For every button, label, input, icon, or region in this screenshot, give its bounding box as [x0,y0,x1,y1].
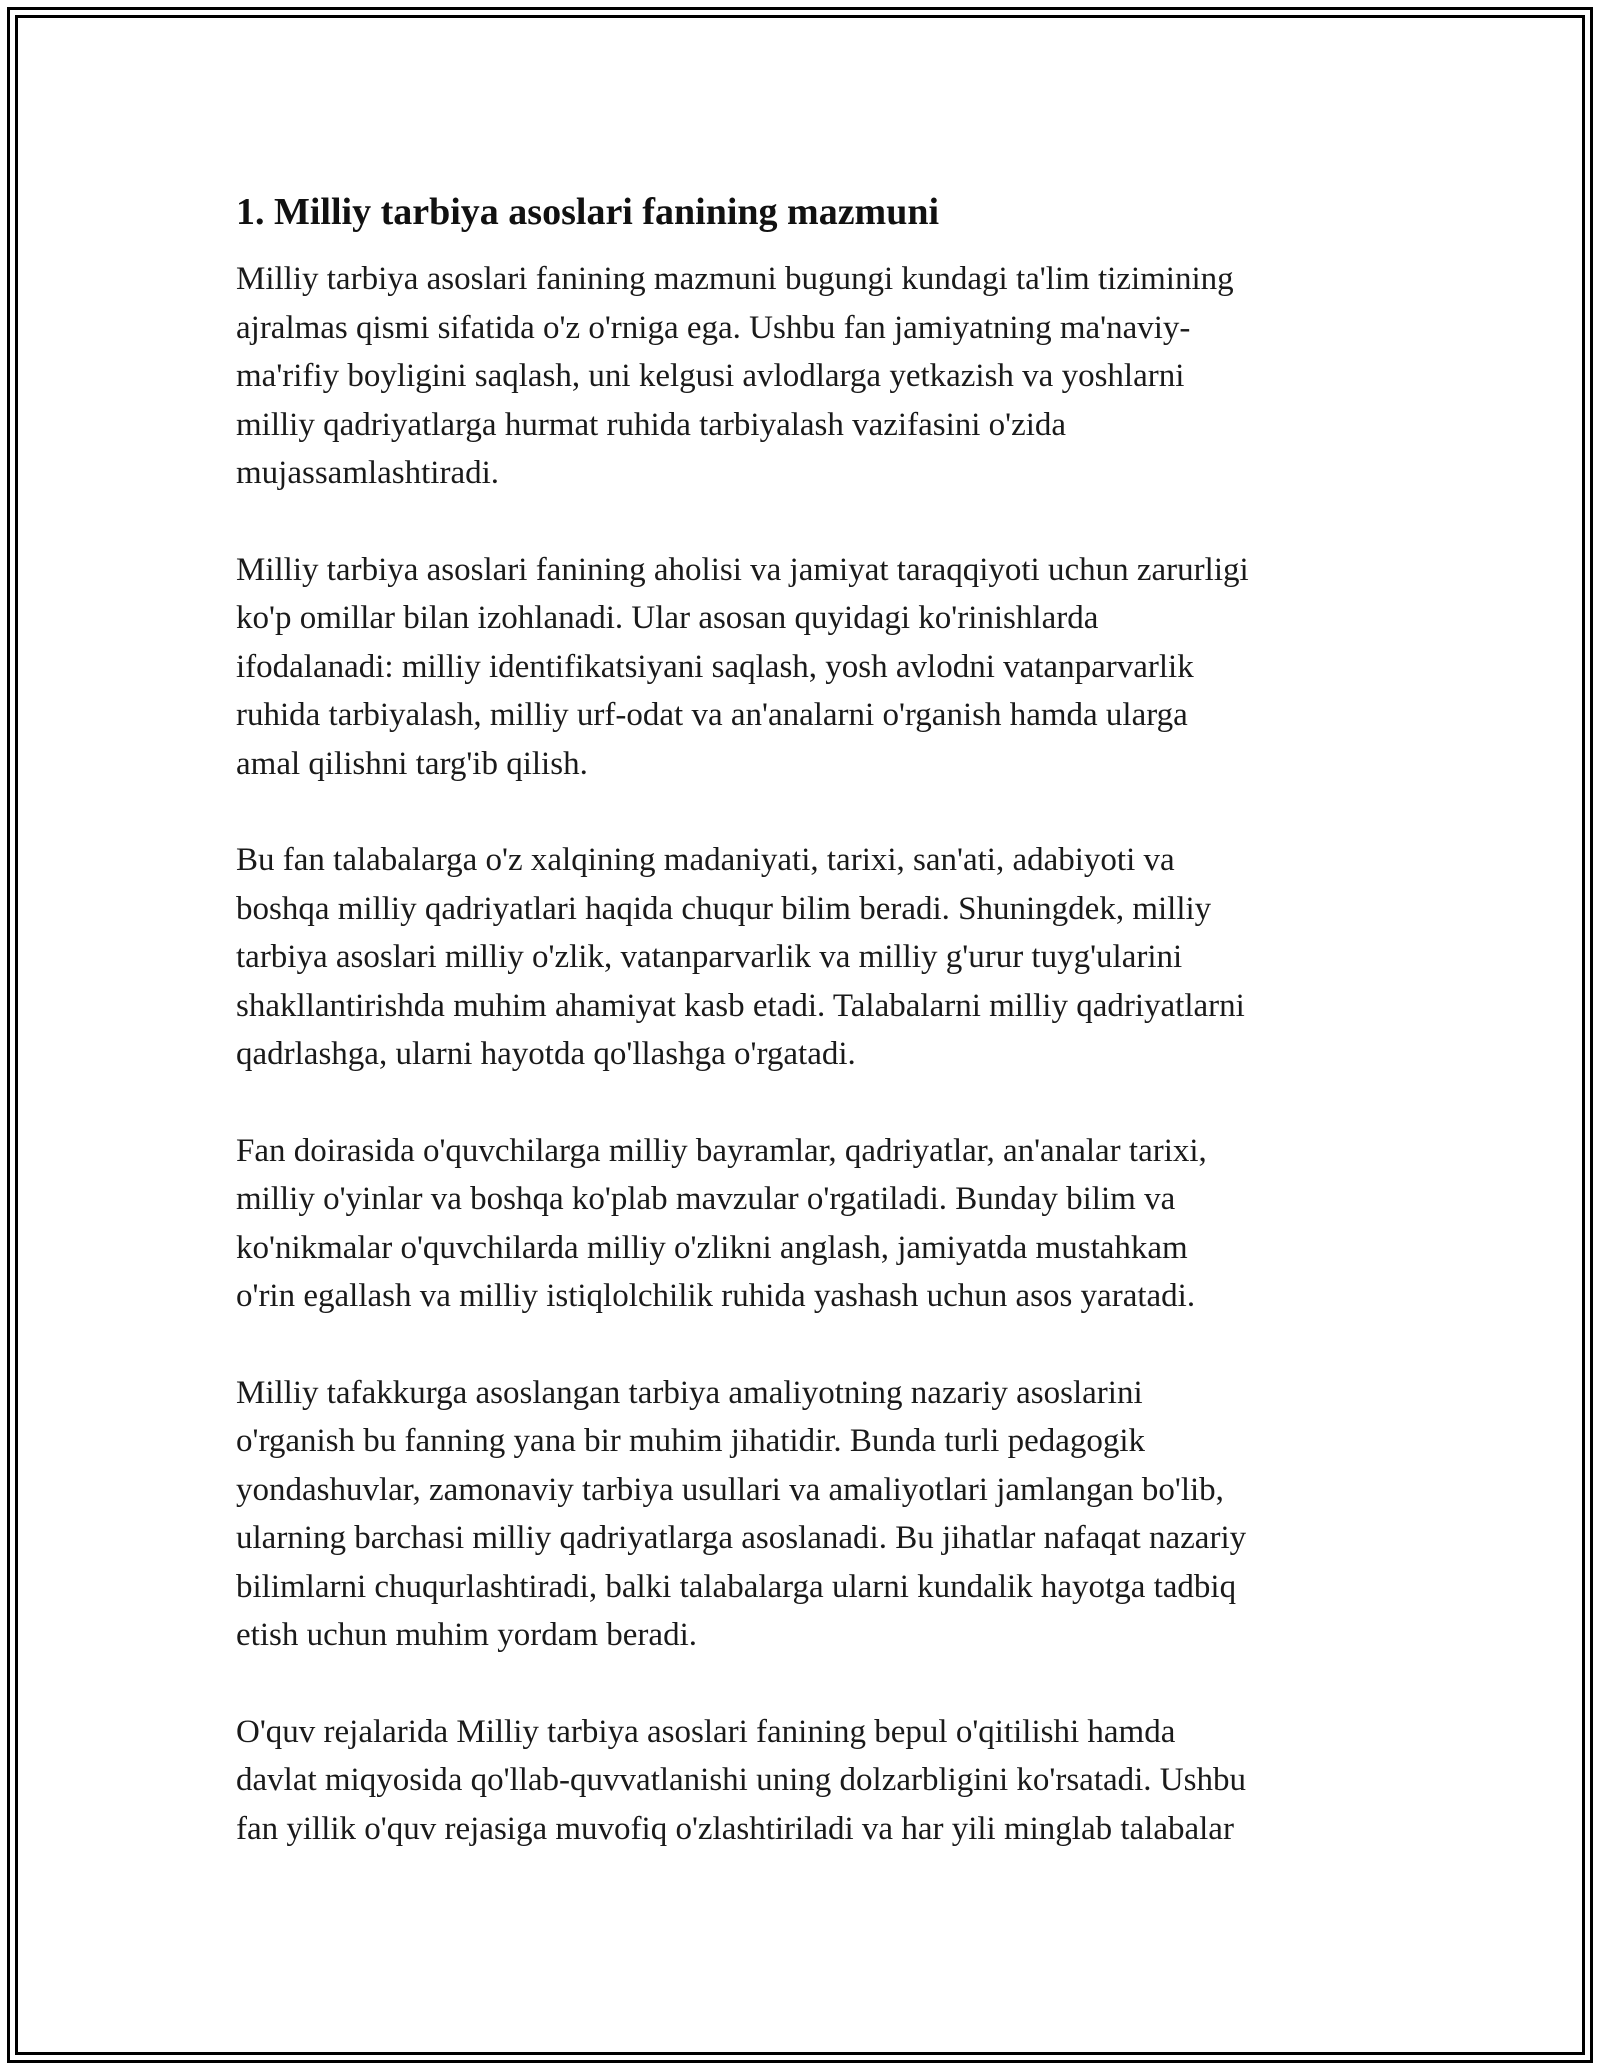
paragraph-5: Milliy tafakkurga asoslangan tarbiya amaliyotning nazariy asoslarini o'rganish bu fanning yana bir muhim jihatidir. Bunda turli pedagogik yondashuvlar, zamonaviy tarbiya usullari va amaliyotlari jamlangan bo'lib, ularning barchasi milliy qadriyatlarga asoslanadi. Bu jihatlar nafaqat nazariy bilimlarni chuqurlashtiradi, balki talabalarga ularni kundalik hayotga tadbiq etish uchun muhim yordam beradi. [236,1374,1247,1653]
document-body [236,183,1366,1901]
section-heading: 1. Milliy tarbiya asoslari fanining mazmuni [236,191,940,233]
paragraph-2: Milliy tarbiya asoslari fanining aholisi va jamiyat taraqqiyoti uchun zarurligi ko'p omillar bilan izohlanadi. Ular asosan quyidagi ko'rinishlarda ifodalanadi: milliy identifikatsiyani saqlash, yosh avlodni vatanparvarlik ruhida tarbiyalash, milliy urf-odat va an'analarni o'rganish hamda ularga amal qilishni targ'ib qilish. [236,551,1249,782]
paragraph-1: Milliy tarbiya asoslari fanining mazmuni bugungi kundagi ta'lim tizimining ajralmas qismi sifatida o'z o'rniga ega. Ushbu fan jamiyatning ma'naviy- ma'rifiy boyligini saqlash, uni kelgusi avlodlarga yetkazish va yoshlarni milliy qadriyatlarga hurmat ruhida tarbiyalash vazifasini o'zida mujassamlashtiradi. [236,261,1234,491]
paragraph-3: Bu fan talabalarga o'z xalqining madaniyati, tarixi, san'ati, adabiyoti va boshqa milliy qadriyatlari haqida chuqur bilim beradi. Shuningdek, milliy tarbiya asoslari milliy o'zlik, vatanparvarlik va milliy g'urur tuyg'ularini shakllantirishda muhim ahamiyat kasb etadi. Talabalarni milliy qadriyatlarni qadrlashga, ularni hayotda qo'llashga o'rgatadi. [236,842,1245,1072]
paragraph-4: Fan doirasida o'quvchilarga milliy bayramlar, qadriyatlar, an'analar tarixi, milliy o'yinlar va boshqa ko'plab mavzular o'rgatiladi. Bunday bilim va ko'nikmalar o'quvchilarda milliy o'zlikni anglash, jamiyatda mustahkam o'rin egallash va milliy istiqlolchilik ruhida yashash uchun asos yaratadi. [236,1132,1207,1314]
paragraph-6: O'quv rejalarida Milliy tarbiya asoslari fanining bepul o'qitilishi hamda davlat miqyosida qo'llab-quvvatlanishi uning dolzarbligini ko'rsatadi. Ushbu fan yillik o'quv rejasiga muvofiq o'zlashtiriladi va har yili minglab talabalar [236,1713,1246,1847]
